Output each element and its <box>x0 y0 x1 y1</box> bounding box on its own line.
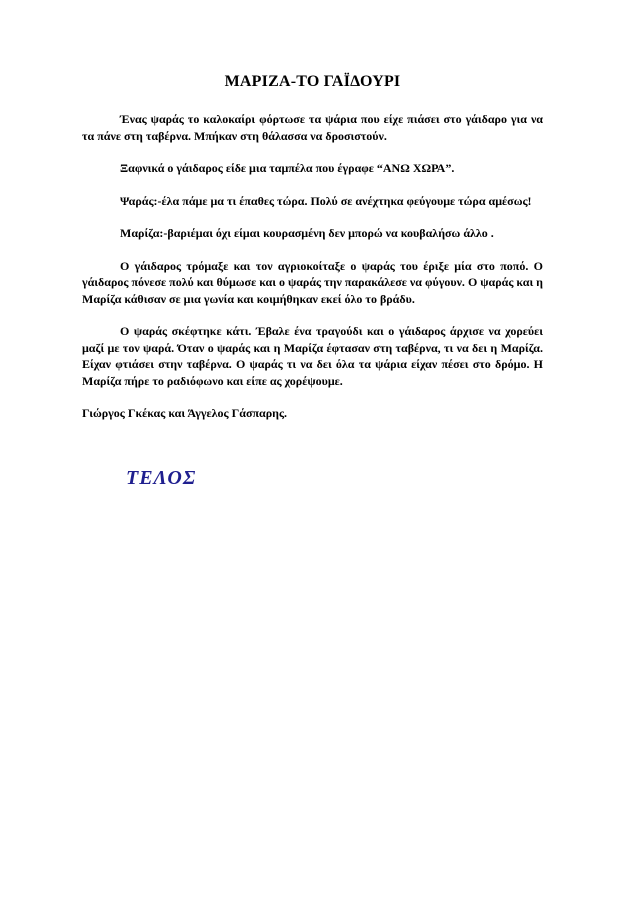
paragraph-6: Ο ψαράς σκέφτηκε κάτι. Έβαλε ένα τραγούδι και ο γάιδαρος άρχισε να χορεύει μαζί με τον ψαρά. Όταν ο ψαράς και η Μαρίζα έφτασαν στη ταβέρνα, τι να δει η Μαρίζα. Είχαν φτιάσει στην ταβέρνα. Ο ψαράς τι να δει όλα τα ψάρια είχαν πέσει στο δρόμο. Η Μαρίζα πήρε το ραδιόφωνο και είπε ας χορέψουμε. <box>82 324 543 388</box>
paragraph-4: Μαρίζα:-βαριέμαι όχι είμαι κουρασμένη δεν μπορώ να κουβαλήσω άλλο . <box>120 226 494 240</box>
authors-line: Γιώργος Γκέκας και Άγγελος Γάσπαρης. <box>82 406 288 420</box>
paragraph-1: Ένας ψαράς το καλοκαίρι φόρτωσε τα ψάρια που είχε πιάσει στο γάιδαρο για να τα πάνε στη ταβέρνα. Μπήκαν στη θάλασσα να δροσιστούν. <box>82 112 543 143</box>
paragraph-3: Ψαράς:-έλα πάμε μα τι έπαθες τώρα. Πολύ σε ανέχτηκα φεύγουμε τώρα αμέσως! <box>120 193 532 208</box>
paragraph-5: Ο γάιδαρος τρόμαξε και τον αγριοκοίταξε ο ψαράς του έριξε μία στο ποπό. Ο γάιδαρος πόνεσε πολύ και θύμωσε και ο ψαράς την παρακάλεσε να φύγουν. Ο ψαράς και η Μαρίζα κάθισαν σε μια γωνία και κοιμήθηκαν εκεί όλο το βράδυ. <box>82 258 543 306</box>
document-title: ΜΑΡΙΖΑ-ΤΟ ΓΑΪΔΟΥΡΙ <box>224 73 401 90</box>
end-text: ΤΕΛΟΣ <box>126 466 197 489</box>
paragraph-2: Ξαφνικά ο γάιδαρος είδε μια ταμπέλα που έγραφε “ΑΝΩ ΧΩΡΑ”. <box>120 161 455 175</box>
